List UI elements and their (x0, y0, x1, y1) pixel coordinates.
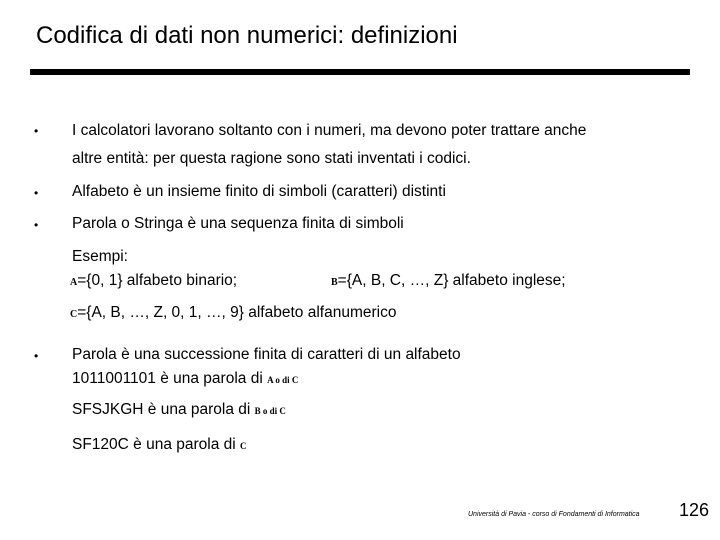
example-b (331, 272, 566, 290)
example-c-text: ={A, B, …, Z, 0, 1, …, 9} alfabeto alfanumerico (77, 304, 397, 321)
example-a (70, 272, 237, 290)
bullet-3-marker: • (34, 218, 39, 232)
example-b-text: ={A, B, C, …, Z} alfabeto inglese; (337, 272, 566, 289)
title-rule (30, 69, 690, 75)
example-a-text: ={0, 1} alfabeto binario; (77, 272, 238, 289)
bullet-4-line-4 (72, 436, 247, 454)
example-a-symbol: A (70, 277, 78, 288)
bullet-4-line-3 (72, 401, 286, 419)
bullet-3-text: Parola o Stringa è una sequenza finita di simboli (72, 215, 404, 232)
bullet-1-line-2: altre entità: per questa ragione sono stati inventati i codici. (72, 150, 471, 167)
bullet-4-line-3-text: SFSJKGH è una parola di (72, 401, 255, 418)
bullet-4-line-4-symbols: C (240, 441, 247, 451)
example-c (70, 304, 396, 322)
bullet-4-line-3-symbols: B o di C (254, 406, 286, 416)
slide-title: Codifica di dati non numerici: definizioni (36, 22, 458, 49)
page-number: 126 (679, 500, 710, 520)
example-b-symbol: B (331, 277, 338, 288)
bullet-4-line-2 (72, 370, 298, 388)
bullet-2-marker: • (34, 186, 39, 200)
bullet-4-marker: • (34, 349, 39, 363)
footer-credit: Università di Pavia - corso di Fondamenti di Informatica (468, 511, 640, 518)
bullet-2-text: Alfabeto è un insieme finito di simboli (caratteri) distinti (72, 183, 446, 200)
example-c-symbol: C (70, 309, 78, 320)
bullet-4-line-1: Parola è una successione finita di caratteri di un alfabeto (72, 346, 461, 363)
bullet-4-line-2-text: 1011001101 è una parola di (72, 370, 268, 387)
bullet-1-marker: • (34, 124, 39, 138)
bullet-1-line-1: I calcolatori lavorano soltanto con i numeri, ma devono poter trattare anche (72, 122, 587, 139)
examples-label: Esempi: (72, 248, 128, 265)
bullet-4-line-2-symbols: A o di C (267, 375, 299, 385)
bullet-4-line-4-text: SF120C è una parola di (72, 436, 241, 453)
